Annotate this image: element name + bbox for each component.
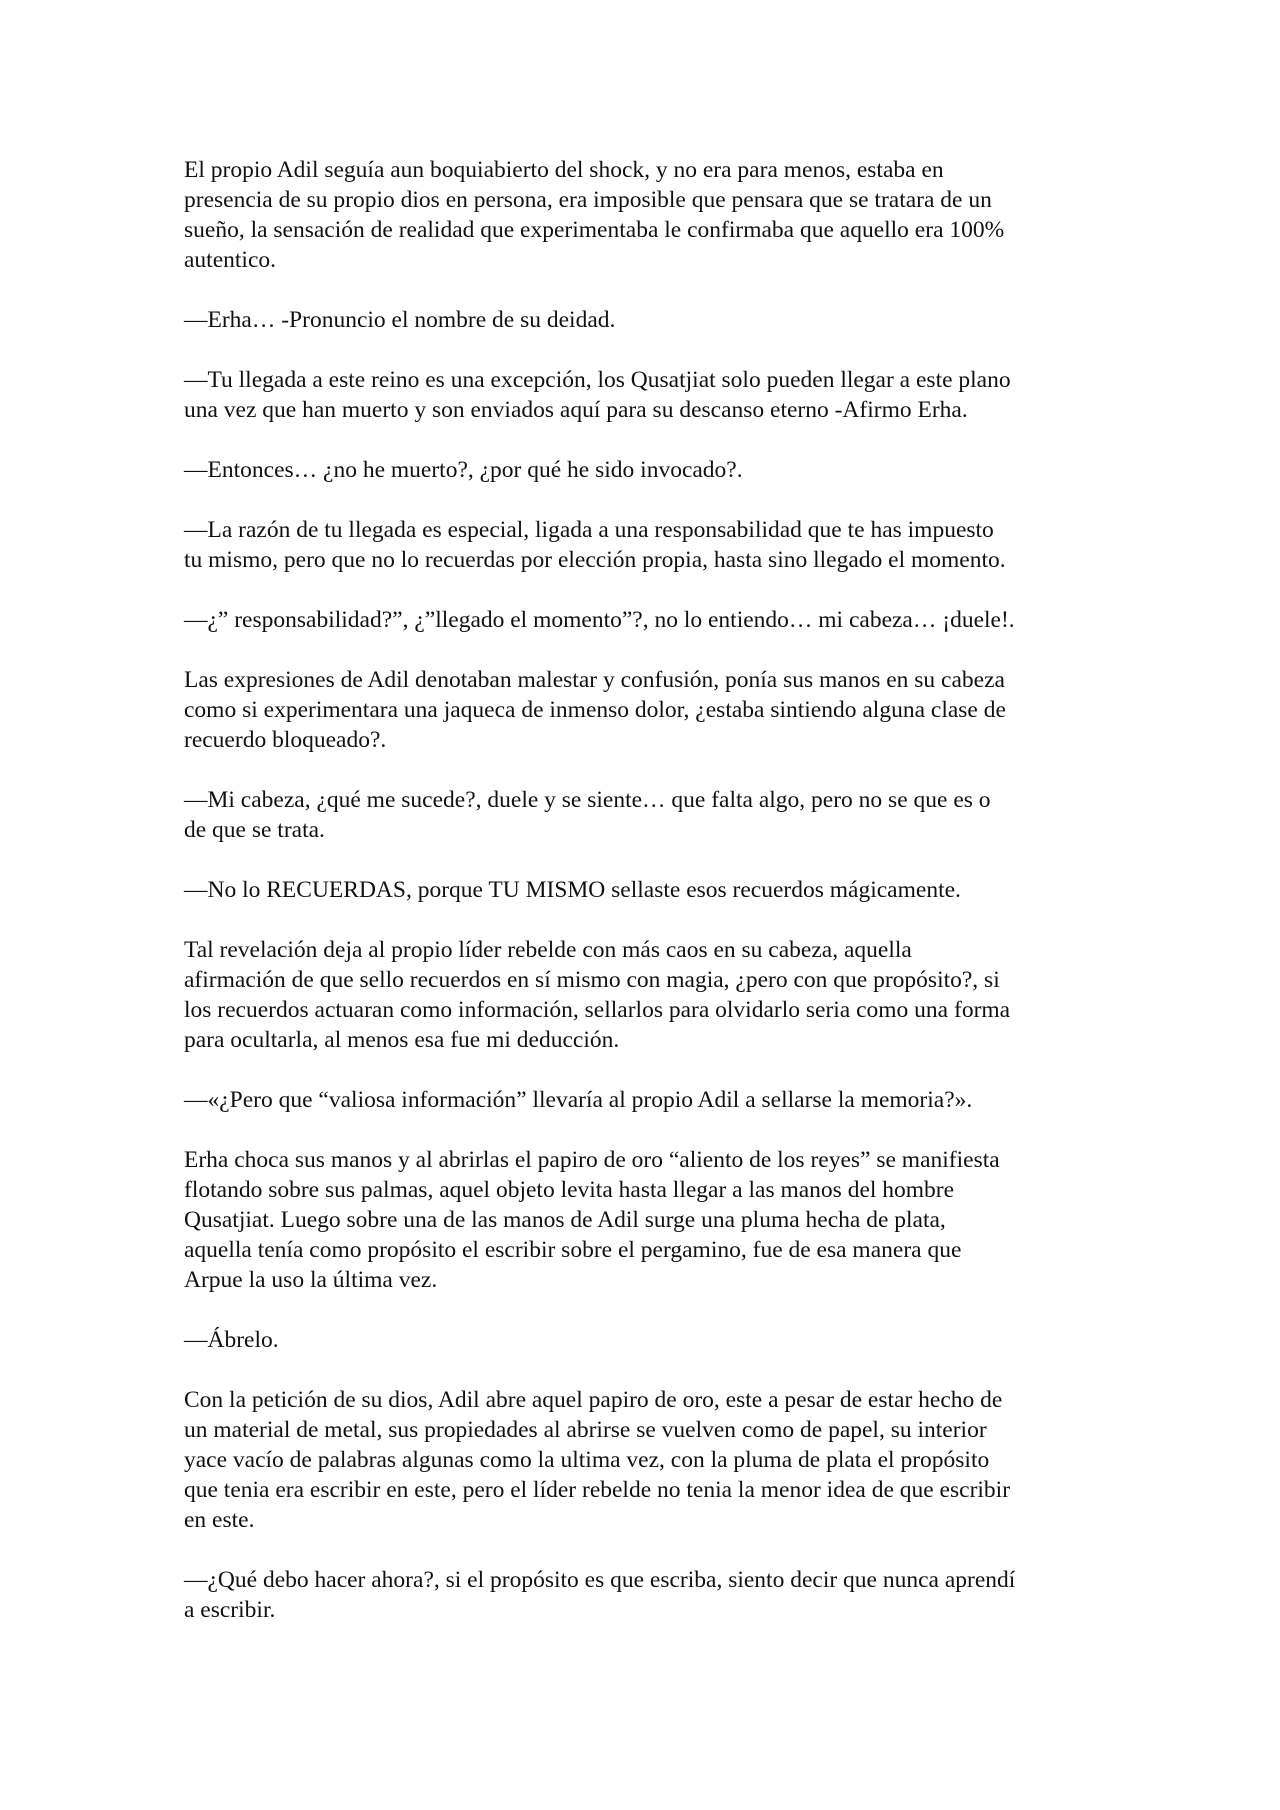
paragraph: Con la petición de su dios, Adil abre aquel papiro de oro, este a pesar de estar hecho de un material de metal, sus propiedades al abrirse se vuelven como de papel, su interior yace vacío de palabras algunas como la ultima vez, con la pluma de plata el propósito que tenia era escribir en este, pero el líder rebelde no tenia la menor idea de que escribir en este. xyxy=(184,1387,1011,1533)
paragraph: Las expresiones de Adil denotaban malestar y confusión, ponía sus manos en su cabeza como si experimentara una jaqueca de inmenso dolor, ¿estaba sintiendo alguna clase de recuerdo bloqueado?. xyxy=(184,667,1006,753)
paragraph: —Tu llegada a este reino es una excepción, los Qusatjiat solo pueden llegar a este plano una vez que han muerto y son enviados aquí para su descanso eterno -Afirmo Erha. xyxy=(184,367,1011,423)
document-body xyxy=(184,155,1112,1655)
paragraph: —Erha… -Pronuncio el nombre de su deidad. xyxy=(184,307,616,333)
paragraph: —Ábrelo. xyxy=(184,1327,279,1353)
paragraph: El propio Adil seguía aun boquiabierto del shock, y no era para menos, estaba en presencia de su propio dios en persona, era imposible que pensara que se tratara de un sueño, la sensación de realidad que experimentaba le confirmaba que aquello era 100% autentico. xyxy=(184,157,1005,273)
paragraph: —Entonces… ¿no he muerto?, ¿por qué he sido invocado?. xyxy=(184,457,743,483)
paragraph: —No lo RECUERDAS, porque TU MISMO sellaste esos recuerdos mágicamente. xyxy=(184,877,961,903)
paragraph: Erha choca sus manos y al abrirlas el papiro de oro “aliento de los reyes” se manifiesta flotando sobre sus palmas, aquel objeto levita hasta llegar a las manos del hombre Qusatjiat. Luego sobre una de las manos de Adil surge una pluma hecha de plata, aquella tenía como propósito el escribir sobre el pergamino, fue de esa manera que Arpue la uso la última vez. xyxy=(184,1147,1000,1293)
paragraph: —¿” responsabilidad?”, ¿”llegado el momento”?, no lo entiendo… mi cabeza… ¡duele!. xyxy=(184,607,1015,633)
paragraph: —¿Qué debo hacer ahora?, si el propósito es que escriba, siento decir que nunca aprendí a escribir. xyxy=(184,1567,1016,1623)
paragraph: —Mi cabeza, ¿qué me sucede?, duele y se siente… que falta algo, pero no se que es o de que se trata. xyxy=(184,787,991,843)
paragraph: —La razón de tu llegada es especial, ligada a una responsabilidad que te has impuesto tu mismo, pero que no lo recuerdas por elección propia, hasta sino llegado el momento. xyxy=(184,517,1006,573)
paragraph: —«¿Pero que “valiosa información” llevaría al propio Adil a sellarse la memoria?». xyxy=(184,1087,973,1113)
paragraph: Tal revelación deja al propio líder rebelde con más caos en su cabeza, aquella afirmación de que sello recuerdos en sí mismo con magia, ¿pero con que propósito?, si los recuerdos actuaran como información, sellarlos para olvidarlo seria como una forma para ocultarla, al menos esa fue mi deducción. xyxy=(184,937,1011,1053)
